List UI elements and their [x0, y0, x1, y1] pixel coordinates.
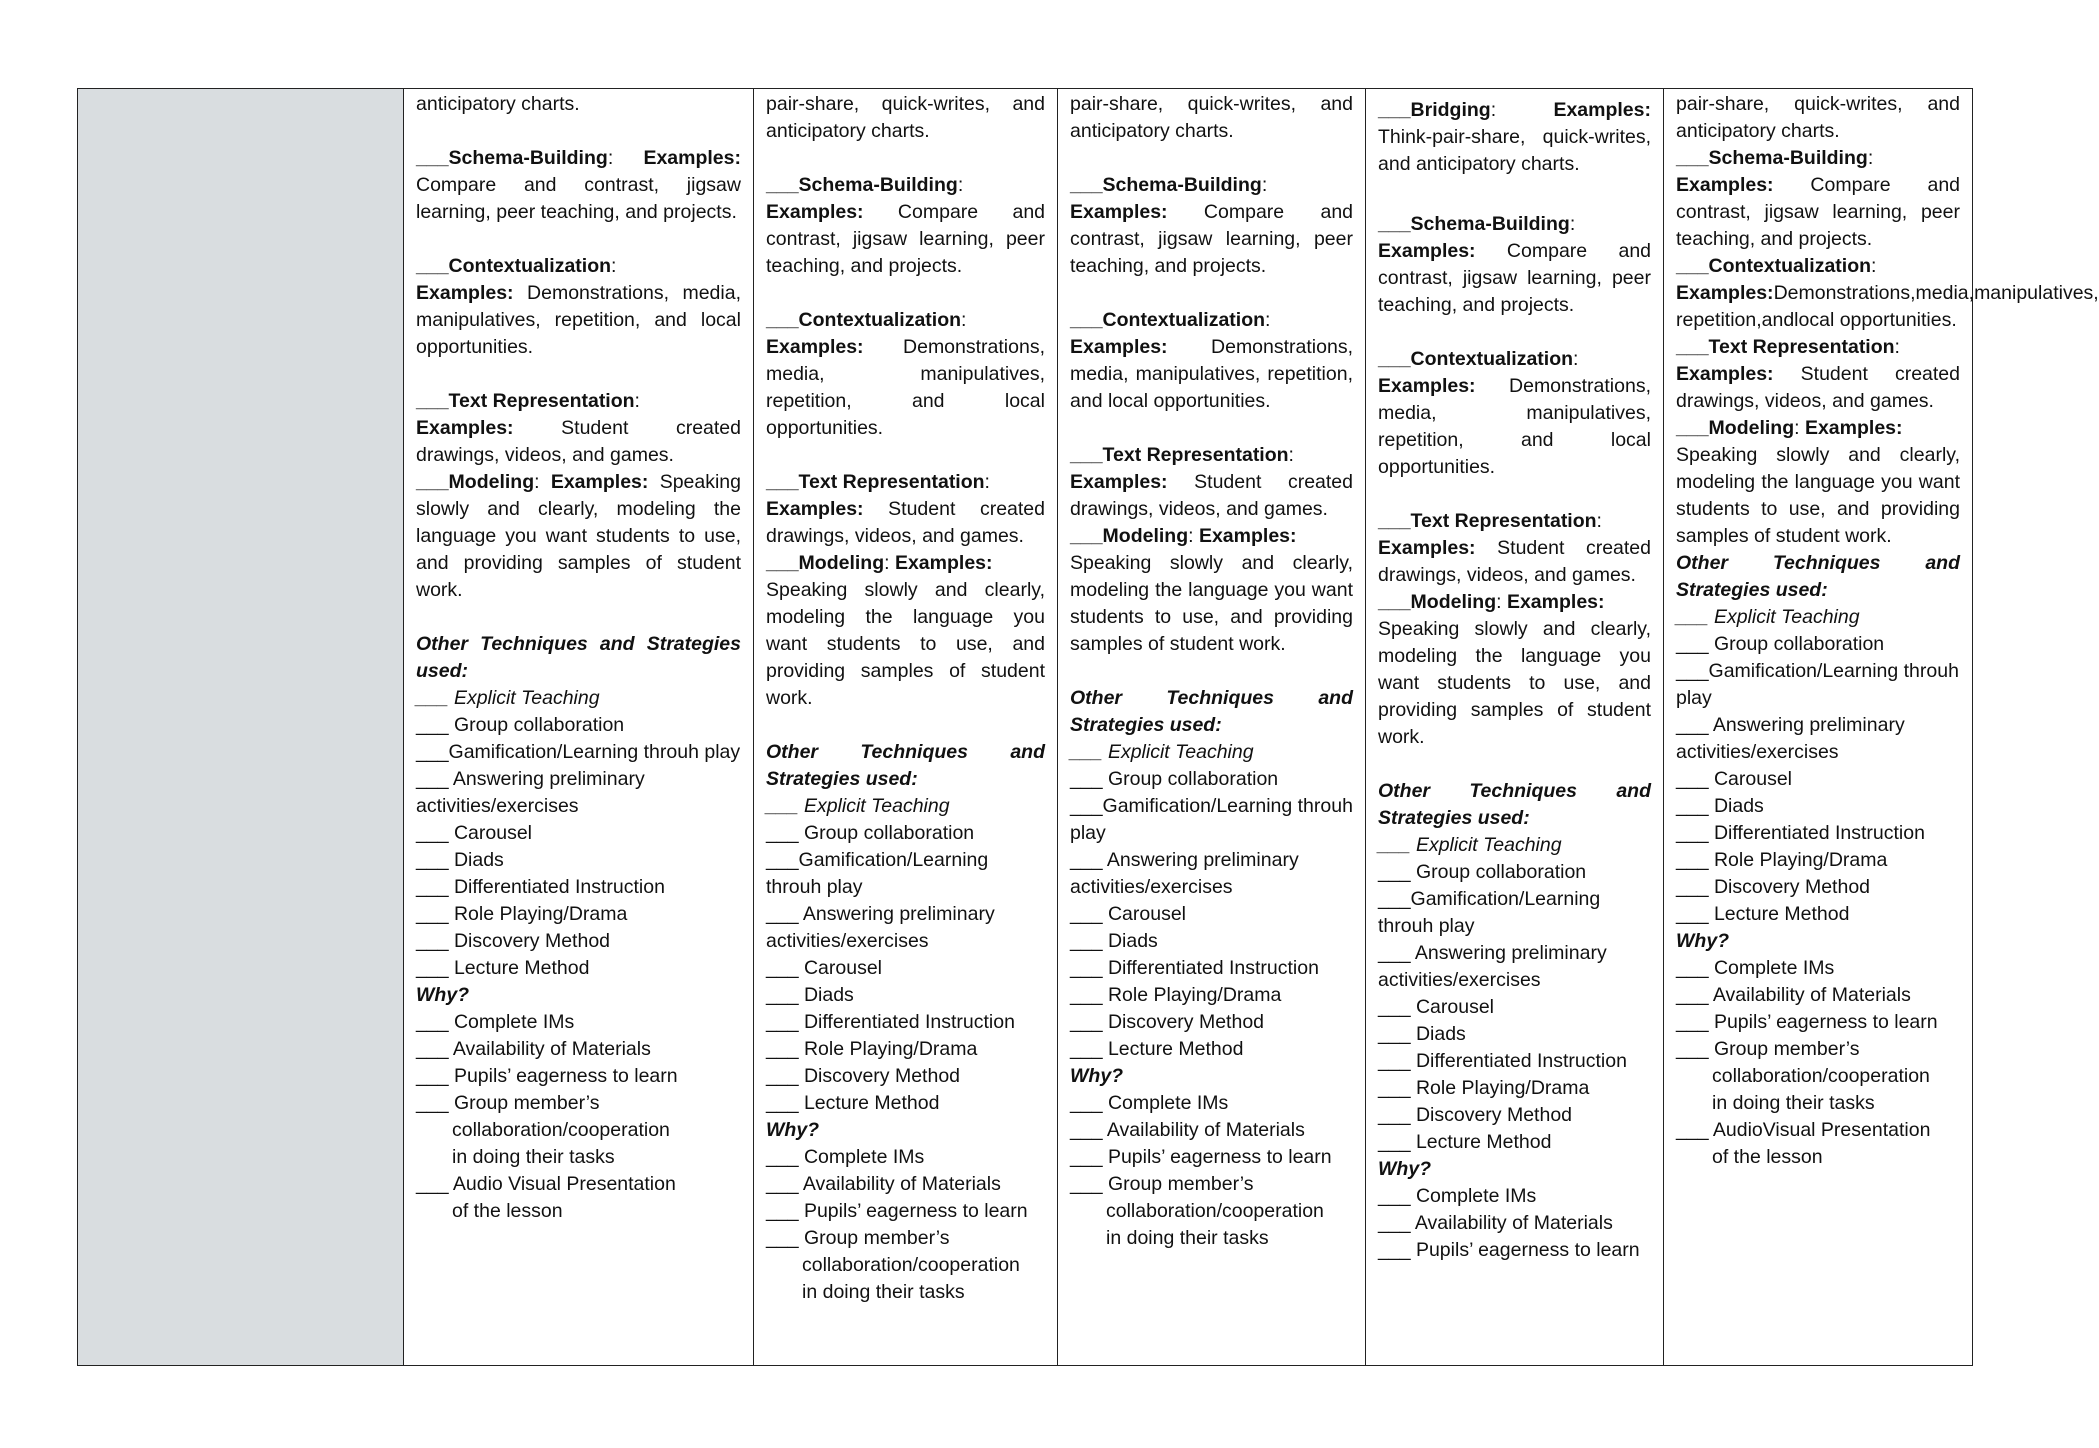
strategy-item: ___Gamification/Learning throuh play [1378, 888, 1601, 937]
schema-building-heading: ___Schema-Building: [1070, 174, 1268, 196]
why-item: ___ Availability of Materials [1070, 1119, 1305, 1141]
strategy-item: ___ Diads [766, 984, 854, 1006]
strategy-item: ___ Discovery Method [1378, 1104, 1573, 1126]
strategy-item: ___ Carousel [1378, 996, 1494, 1018]
strategy-item: ___ Role Playing/Drama [1378, 1077, 1590, 1099]
strategy-item: ___ Explicit Teaching [1676, 606, 1860, 628]
contextualization-heading: ___Contextualization: [416, 255, 617, 277]
text-representation-examples: Examples: Student created drawings, videos, and games. [1070, 471, 1354, 520]
bridging-block: ___Bridging: Examples: Think-pair-share, quick-writes, and anticipatory charts. [1378, 99, 1651, 175]
continued-text: pair-share, quick-writes, and anticipatory charts. [1676, 93, 1960, 142]
examples-label: Examples: [643, 147, 741, 169]
modeling-text: Speaking slowly and clearly, modeling the language you want students to use, and providing samples of student work. [766, 579, 1045, 709]
why-heading: Why? [416, 984, 470, 1006]
schema-text: Compare and contrast, jigsaw learning, peer teaching, and projects. [416, 174, 741, 223]
table-row [78, 89, 1973, 1366]
text-representation-heading: ___Text Representation: [1676, 336, 1900, 358]
why-item: ___ Pupils’ eagerness to learn [1378, 1239, 1640, 1261]
why-item: ___ Availability of Materials [1676, 984, 1911, 1006]
modeling-text: Speaking slowly and clearly, modeling the language you want students to use, and providing samples of student work. [1070, 552, 1353, 655]
modeling-heading: ___Modeling: Examples: [1070, 525, 1297, 547]
strategy-item: ___ Differentiated Instruction [1070, 957, 1319, 979]
modeling-heading: ___Modeling: Examples: [1378, 591, 1605, 613]
why-item: ___ Group member’s [416, 1092, 600, 1114]
why-heading: Why? [1676, 930, 1730, 952]
strategy-item: ___ Lecture Method [1070, 1038, 1244, 1060]
why-item: in doing their tasks [802, 1281, 965, 1303]
strategy-item: ___Gamification/Learning throuh play [1070, 795, 1353, 844]
why-item: ___ Pupils’ eagerness to learn [766, 1200, 1028, 1222]
strategy-item: ___ Lecture Method [766, 1092, 940, 1114]
strategy-item: ___ Group collaboration [1676, 633, 1885, 655]
strategy-item: ___ Carousel [1070, 903, 1186, 925]
other-techniques-heading: Other Techniques and Strategies used: [416, 633, 741, 682]
contextualization-examples: Examples: Demonstrations, media, manipulatives, repetition, and local opportunities. [766, 336, 1045, 439]
strategy-item: ___ Discovery Method [416, 930, 611, 952]
why-item: ___ Availability of Materials [766, 1173, 1001, 1195]
strategies-cell-2 [754, 89, 1058, 1366]
strategy-item: ___ Lecture Method [416, 957, 590, 979]
strategy-item: ___ Lecture Method [1378, 1131, 1552, 1153]
strategy-item: ___ Explicit Teaching [416, 687, 600, 709]
contextualization-examples: Examples: Demonstrations, media, manipulatives, repetition, and local opportunities. [1070, 336, 1353, 412]
strategy-item: ___ Group collaboration [416, 714, 625, 736]
text-representation-examples: Examples: Student created drawings, videos, and games. [416, 417, 742, 466]
strategy-item: ___ Discovery Method [766, 1065, 961, 1087]
why-item: in doing their tasks [1106, 1227, 1269, 1249]
strategy-item: ___ Group collaboration [766, 822, 975, 844]
why-item: ___ Complete IMs [1070, 1092, 1229, 1114]
other-techniques-heading: Other Techniques and Strategies used: [1676, 552, 1960, 601]
why-item: collaboration/cooperation [1106, 1200, 1324, 1222]
strategy-item: ___ Role Playing/Drama [1676, 849, 1888, 871]
text-representation-examples: Examples: Student created drawings, videos, and games. [766, 498, 1046, 547]
schema-building-block: ___Schema-Building: Examples: Compare and contrast, jigsaw learning, peer teaching, and projects. [416, 147, 741, 223]
strategy-item: ___ Discovery Method [1070, 1011, 1265, 1033]
schema-heading: ___Schema-Building [416, 147, 608, 169]
modeling-heading: ___Modeling: Examples: [766, 552, 993, 574]
strategy-item: ___ Diads [1378, 1023, 1466, 1045]
why-item: ___ Pupils’ eagerness to learn [1676, 1011, 1938, 1033]
strategy-item: ___ Differentiated Instruction [416, 876, 665, 898]
strategies-cell-1 [404, 89, 754, 1366]
why-heading: Why? [1070, 1065, 1124, 1087]
why-heading: Why? [1378, 1158, 1432, 1180]
strategy-item: ___ Group collaboration [1378, 861, 1587, 883]
why-item: ___ Complete IMs [766, 1146, 925, 1168]
strategy-item: ___ Differentiated Instruction [766, 1011, 1015, 1033]
schema-building-heading: ___Schema-Building: [1676, 147, 1874, 169]
why-item: ___ Pupils’ eagerness to learn [416, 1065, 678, 1087]
contextualization-heading: ___Contextualization: [766, 309, 967, 331]
why-item: ___ Complete IMs [1378, 1185, 1537, 1207]
why-item: ___ Complete IMs [416, 1011, 575, 1033]
strategy-item: ___ Explicit Teaching [1378, 834, 1562, 856]
continued-text: anticipatory charts. [416, 93, 580, 115]
strategy-item: ___ Explicit Teaching [766, 795, 950, 817]
why-item: ___ AudioVisual Presentation [1676, 1119, 1931, 1141]
other-techniques-heading: Other Techniques and Strategies used: [1070, 687, 1353, 736]
lesson-plan-table [77, 88, 2099, 1366]
strategy-item: ___ Carousel [766, 957, 882, 979]
contextualization-examples: Examples: Demonstrations, media, manipulatives, repetition, and local opportunities. [416, 282, 741, 358]
modeling-text: Speaking slowly and clearly, modeling the language you want students to use, and providing samples of student work. [1378, 618, 1651, 748]
contextualization-examples: Examples: Demonstrations, media, manipulatives, repetition, and local opportunities. [1378, 375, 1651, 478]
continued-text: pair-share, quick-writes, and anticipatory charts. [1070, 93, 1353, 142]
strategy-item: ___Gamification/Learning throuh play [1676, 660, 1959, 709]
strategy-item: ___ Diads [1070, 930, 1158, 952]
contextualization-heading: ___Contextualization: [1070, 309, 1271, 331]
strategy-item: ___ Role Playing/Drama [416, 903, 628, 925]
strategy-item: ___ Answering preliminary activities/exercises [766, 903, 995, 952]
why-item: of the lesson [1712, 1146, 1823, 1168]
strategy-item: ___ Role Playing/Drama [766, 1038, 978, 1060]
contextualization-examples: Examples:Demonstrations,media,manipulatives, repetition,andlocal opportunities. [1676, 282, 2099, 331]
strategies-cell-3 [1058, 89, 1366, 1366]
strategy-item: ___ Lecture Method [1676, 903, 1850, 925]
text-representation-heading: ___Text Representation: [416, 390, 640, 412]
why-item: ___ Group member’s [766, 1227, 950, 1249]
modeling-text: Speaking slowly and clearly, modeling the language you want students to use, and providing samples of student work. [1676, 444, 1960, 547]
why-item: in doing their tasks [1712, 1092, 1875, 1114]
contextualization-heading: ___Contextualization: [1378, 348, 1579, 370]
schema-building-examples: Examples: Compare and contrast, jigsaw learning, peer teaching, and projects. [766, 201, 1046, 277]
modeling-heading: ___Modeling: Examples: [1676, 417, 1903, 439]
strategy-item: ___ Role Playing/Drama [1070, 984, 1282, 1006]
row-label-cell [78, 89, 404, 1366]
text-representation-examples: Examples: Student created drawings, videos, and games. [1676, 363, 1961, 412]
why-item: ___ Availability of Materials [1378, 1212, 1613, 1234]
strategy-item: ___Gamification/Learning throuh play [416, 741, 741, 763]
strategy-item: ___ Differentiated Instruction [1676, 822, 1925, 844]
text-representation-heading: ___Text Representation: [1378, 510, 1602, 532]
strategies-cell-4 [1366, 89, 1664, 1366]
why-item: ___ Group member’s [1676, 1038, 1860, 1060]
schema-building-heading: ___Schema-Building: [1378, 213, 1576, 235]
schema-building-examples: Examples: Compare and contrast, jigsaw learning, peer teaching, and projects. [1676, 174, 1961, 250]
text-representation-heading: ___Text Representation: [766, 471, 990, 493]
strategy-item: ___ Answering preliminary activities/exercises [1378, 942, 1607, 991]
strategy-item: ___ Group collaboration [1070, 768, 1279, 790]
strategy-item: ___ Carousel [416, 822, 532, 844]
why-item: ___ Group member’s [1070, 1173, 1254, 1195]
strategy-item: ___ Carousel [1676, 768, 1792, 790]
schema-building-heading: ___Schema-Building: [766, 174, 964, 196]
schema-building-examples: Examples: Compare and contrast, jigsaw learning, peer teaching, and projects. [1378, 240, 1652, 316]
continued-text: pair-share, quick-writes, and anticipatory charts. [766, 93, 1045, 142]
why-item: ___ Audio Visual Presentation [416, 1173, 676, 1195]
strategy-item: ___ Explicit Teaching [1070, 741, 1254, 763]
why-item: ___ Availability of Materials [416, 1038, 651, 1060]
text-representation-examples: Examples: Student created drawings, videos, and games. [1378, 537, 1652, 586]
text-representation-heading: ___Text Representation: [1070, 444, 1294, 466]
strategy-item: ___ Diads [416, 849, 504, 871]
contextualization-heading: ___Contextualization: [1676, 255, 1877, 277]
strategy-item: ___ Answering preliminary activities/exercises [416, 768, 645, 817]
schema-building-examples: Examples: Compare and contrast, jigsaw learning, peer teaching, and projects. [1070, 201, 1354, 277]
why-item: collaboration/cooperation [452, 1119, 670, 1141]
why-item: of the lesson [452, 1200, 563, 1222]
why-heading: Why? [766, 1119, 820, 1141]
why-item: ___ Complete IMs [1676, 957, 1835, 979]
modeling-block: ___Modeling: Examples: Speaking slowly and clearly, modeling the language you want students to use, and providing samples of student work. [416, 471, 742, 601]
strategy-item: ___ Discovery Method [1676, 876, 1871, 898]
why-item: in doing their tasks [452, 1146, 615, 1168]
why-item: collaboration/cooperation [802, 1254, 1020, 1276]
strategy-item: ___ Answering preliminary activities/exercises [1070, 849, 1299, 898]
why-item: collaboration/cooperation [1712, 1065, 1930, 1087]
other-techniques-heading: Other Techniques and Strategies used: [766, 741, 1045, 790]
strategy-item: ___ Answering preliminary activities/exercises [1676, 714, 1905, 763]
strategy-item: ___Gamification/Learning throuh play [766, 849, 989, 898]
why-item: ___ Pupils’ eagerness to learn [1070, 1146, 1332, 1168]
strategies-cell-5 [1664, 89, 2099, 1366]
other-techniques-heading: Other Techniques and Strategies used: [1378, 780, 1651, 829]
strategy-item: ___ Diads [1676, 795, 1764, 817]
strategy-item: ___ Differentiated Instruction [1378, 1050, 1627, 1072]
